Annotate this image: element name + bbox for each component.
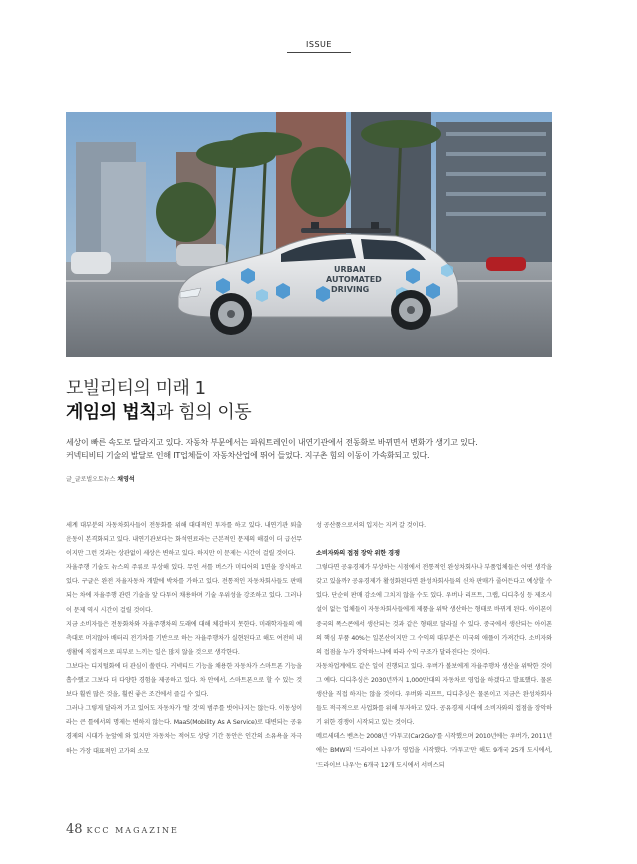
lead-line1: 세상이 빠른 속도로 달라지고 있다. 자동차 부문에서는 파워트레인이 내연기관에서 전동화로 바뀌면서 변화가 생기고 있다. <box>66 438 478 447</box>
lead-line2: 커넥티비티 기술의 발달로 인해 IT업체들이 자동차산업에 뛰어 들었다. 지구촌 힘의 이동이 가속화되고 있다. <box>66 451 430 460</box>
paragraph: 메르세데스 벤츠는 2008년 '카투고(Car2Go)'를 시작했으며 2010년에는 우버가, 2011년에는 BMW의 '드라이브 나우'가 영업을 시작했다. '카투고'만 해도 9개국 25개 도시에서, '드라이브 나우'는 6개국 12개 도시에서 서비스되 <box>316 733 552 769</box>
byline <box>66 474 135 483</box>
title-bold: 게임의 법칙 <box>66 402 157 423</box>
page-number: 48 <box>66 822 83 837</box>
paragraph: 그러나 그렇게 달라져 가고 있어도 자동차가 '탈 것'의 범주를 벗어나지는 않는다. 이동성이라는 큰 틀에서의 명제는 변하지 않는다. MaaS(Mobility As A Service)로 대변되는 공유경제의 시대가 눈앞에 와 있지만 자동차는 적어도 상당 기간 동안은 인간의 소유욕을 자극하는 가장 대표적인 고가의 소모 <box>66 705 302 755</box>
paragraph: 그보다는 디지털화에 더 관심이 쏠린다. 커넥티드 기능을 채용한 자동차가 스마트폰 기능을 흡수했고 그보다 더 다양한 경험을 제공하고 있다. 차 안에서, 스마트폰으로 할 수 있는 것보다 훨씬 많은 것을, 훨씬 좋은 조건에서 즐길 수 있다. <box>66 662 302 699</box>
subheading: 소비자와의 접점 장악 위한 경쟁 <box>316 550 400 558</box>
section-label: ISSUE <box>287 40 351 53</box>
body-column-left <box>66 519 302 759</box>
paragraph: 그렇다면 공유경제가 부상하는 시점에서 전통적인 완성차회사나 부품업체들은 어떤 생각을 갖고 있을까? 공유경제가 활성화된다면 완성차회사들의 신차 판매가 줄어든다고 예상할 수 있다. 단순히 판매 감소에 그치지 않을 수도 있다. 우버나 리프트, 그랩, 디디추싱 등 제조시설이 없는 업체들이 자동차회사들에게 제품을 위탁 생산하는 형태로 바뀌게 된다. 아이폰이 중국의 폭스콘에서 생산되는 것과 같은 형태로 달라질 수 있다. 중국에서 생산되는 아이폰의 핵심 부품 40%는 일본산이지만 그 수익의 대부분은 미국의 애플이 가져간다. 소비자와의 접점을 누가 장악하느냐에 따라 수익 구조가 달라진다는 것이다. <box>316 564 552 656</box>
paragraph: 자동차업계에도 같은 일이 진행되고 있다. 우버가 볼보에게 자율주행차 생산을 위탁한 것이 그 예다. 디디추싱은 2030년까지 1,000만대의 자동차로 영업을 하겠다고 발표했다. 물론 생산을 직접 하지는 않을 것이다. 우버와 리프트, 디디추싱은 물론이고 지금은 완성차회사들도 적극적으로 사업화를 위해 투자하고 있다. 공유경제 시대에 소비자와의 접점을 장악하기 위한 경쟁이 시작되고 있는 것이다. <box>316 662 552 727</box>
hero-photo <box>66 112 552 357</box>
title-rest: 과 힘의 이동 <box>156 402 252 423</box>
car-text-line3: DRIVING <box>331 285 370 294</box>
paragraph: 지금 소비자들은 전동화차와 자율주행차의 도래에 대해 체감하지 못한다. 미래학자들의 예측대로 머지않아 배터리 전기차를 기반으로 하는 자율주행차가 실현된다고 해도 여전히 내 생활에 직접적으로 피부로 느끼는 일은 많지 않을 것으로 생각한다. <box>66 620 302 656</box>
paragraph: 세계 대부분의 자동차회사들이 전동화를 위해 대대적인 투자를 하고 있다. 내연기관 퇴출 운동이 본격화되고 있다. 내연기관보다는 화석연료라는 근본적인 문제의 해결이 더 급선무이지만 그런 것과는 상관없이 세상은 변하고 있다. 하지만 이 문제는 시간이 걸릴 것이다. <box>66 522 302 558</box>
lead-text <box>66 436 566 462</box>
page-footer <box>66 818 179 837</box>
title-line2 <box>66 398 251 424</box>
paragraph: 성 공산품으로서의 입지는 지켜 갈 것이다. <box>316 522 426 529</box>
paragraph: 자율주행 기술도 뉴스의 주류로 부상해 있다. 무인 셔틀 버스가 미디어의 1면을 장식하고 있다. 구글은 완전 자율자동차 개발에 박차를 가하고 있다. 전통적인 자동차회사들도 판매되는 차에 자율주행 관련 기술을 앞 다투어 채용하며 기술 우위성을 강조하고 있다. 그러나 이 문제 역시 시간이 걸릴 것이다. <box>66 564 302 614</box>
title-line1: 모빌리티의 미래 1 <box>66 378 206 399</box>
car-text-line1: URBAN <box>334 265 366 274</box>
body-column-right <box>316 519 552 773</box>
byline-author: 채영석 <box>117 476 135 483</box>
car-text-line2: AUTOMATED <box>326 275 382 284</box>
autonomous-car-illustration <box>66 112 552 357</box>
byline-label: 글_글로벌오토뉴스 <box>66 476 116 483</box>
magazine-name: KCC MAGAZINE <box>86 826 179 835</box>
